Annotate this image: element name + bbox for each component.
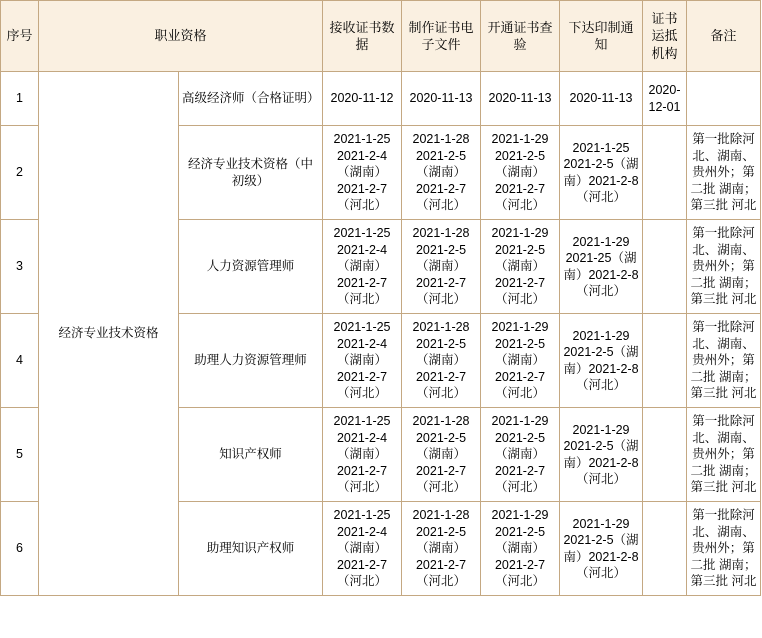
cell-print-notice: 2021-1-29 2021-25（湖南）2021-2-8（河北）: [560, 220, 643, 314]
cell-make-file: 2021-1-28 2021-2-5（湖南）2021-2-7（河北）: [402, 126, 481, 220]
cell-open-verify: 2021-1-29 2021-2-5（湖南）2021-2-7（河北）: [481, 314, 560, 408]
cell-seq: 6: [1, 502, 39, 596]
cell-name: 助理人力资源管理师: [179, 314, 323, 408]
cell-seq: 1: [1, 72, 39, 126]
cell-seq: 3: [1, 220, 39, 314]
cell-remark: 第一批除河北、湖南、贵州外；第二批 湖南；第三批 河北: [687, 408, 761, 502]
cell-receive-data: 2021-1-25 2021-2-4（湖南）2021-2-7（河北）: [323, 126, 402, 220]
cell-arrive-org: 2020-12-01: [643, 72, 687, 126]
cell-print-notice: 2020-11-13: [560, 72, 643, 126]
table-header-row: [1, 1, 761, 72]
cell-remark: [687, 72, 761, 126]
cell-name: 经济专业技术资格（中初级）: [179, 126, 323, 220]
header-arrive-org: 证书运抵机构: [643, 1, 687, 72]
cell-open-verify: 2021-1-29 2021-2-5（湖南）2021-2-7（河北）: [481, 220, 560, 314]
header-receive-data: 接收证书数据: [323, 1, 402, 72]
cell-make-file: 2021-1-28 2021-2-5（湖南）2021-2-7（河北）: [402, 220, 481, 314]
cell-name: 知识产权师: [179, 408, 323, 502]
table-row: [1, 72, 761, 126]
cell-receive-data: 2021-1-25 2021-2-4（湖南）2021-2-7（河北）: [323, 220, 402, 314]
cell-open-verify: 2021-1-29 2021-2-5（湖南）2021-2-7（河北）: [481, 502, 560, 596]
cell-remark: 第一批除河北、湖南、贵州外；第二批 湖南；第三批 河北: [687, 126, 761, 220]
cell-remark: 第一批除河北、湖南、贵州外；第二批 湖南；第三批 河北: [687, 314, 761, 408]
cell-open-verify: 2021-1-29 2021-2-5（湖南）2021-2-7（河北）: [481, 126, 560, 220]
cell-name: 高级经济师（合格证明）: [179, 72, 323, 126]
cell-make-file: 2021-1-28 2021-2-5（湖南）2021-2-7（河北）: [402, 408, 481, 502]
cell-receive-data: 2021-1-25 2021-2-4（湖南）2021-2-7（河北）: [323, 314, 402, 408]
cell-receive-data: 2021-1-25 2021-2-4（湖南）2021-2-7（河北）: [323, 502, 402, 596]
header-make-file: 制作证书电子文件: [402, 1, 481, 72]
cell-make-file: 2021-1-28 2021-2-5（湖南）2021-2-7（河北）: [402, 502, 481, 596]
cell-receive-data: 2020-11-12: [323, 72, 402, 126]
cell-name: 人力资源管理师: [179, 220, 323, 314]
header-seq: 序号: [1, 1, 39, 72]
cell-make-file: 2020-11-13: [402, 72, 481, 126]
cell-open-verify: 2021-1-29 2021-2-5（湖南）2021-2-7（河北）: [481, 408, 560, 502]
cell-print-notice: 2021-1-25 2021-2-5（湖南）2021-2-8（河北）: [560, 126, 643, 220]
cell-print-notice: 2021-1-29 2021-2-5（湖南）2021-2-8（河北）: [560, 502, 643, 596]
cell-arrive-org: [643, 502, 687, 596]
cell-seq: 2: [1, 126, 39, 220]
cell-arrive-org: [643, 126, 687, 220]
cell-arrive-org: [643, 220, 687, 314]
cell-seq: 5: [1, 408, 39, 502]
cell-print-notice: 2021-1-29 2021-2-5（湖南）2021-2-8（河北）: [560, 408, 643, 502]
header-qualification: 职业资格: [39, 1, 323, 72]
cell-remark: 第一批除河北、湖南、贵州外；第二批 湖南；第三批 河北: [687, 220, 761, 314]
cell-arrive-org: [643, 314, 687, 408]
cell-seq: 4: [1, 314, 39, 408]
cell-remark: 第一批除河北、湖南、贵州外；第二批 湖南；第三批 河北: [687, 502, 761, 596]
header-print-notice: 下达印制通知: [560, 1, 643, 72]
cell-print-notice: 2021-1-29 2021-2-5（湖南）2021-2-8（河北）: [560, 314, 643, 408]
cell-name: 助理知识产权师: [179, 502, 323, 596]
cell-group-label: 经济专业技术资格: [39, 72, 179, 596]
header-remark: 备注: [687, 1, 761, 72]
cell-receive-data: 2021-1-25 2021-2-4（湖南）2021-2-7（河北）: [323, 408, 402, 502]
header-open-verify: 开通证书查验: [481, 1, 560, 72]
cell-open-verify: 2020-11-13: [481, 72, 560, 126]
cell-arrive-org: [643, 408, 687, 502]
cell-make-file: 2021-1-28 2021-2-5（湖南）2021-2-7（河北）: [402, 314, 481, 408]
